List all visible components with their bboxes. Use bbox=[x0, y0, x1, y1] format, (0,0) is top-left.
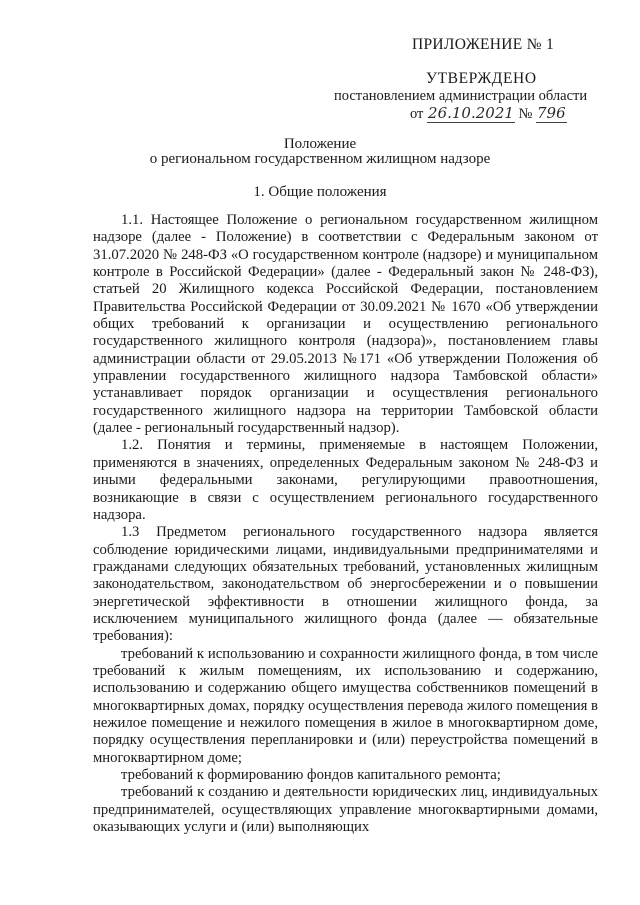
paragraph-1-2: 1.2. Понятия и термины, применяемые в настоящем Положении, применяются в значениях, определенных Федеральным законом № 248-ФЗ и иными федеральными законами, регулирующими правоотношения, возникающие в связи с осуществлением регионального государственного надзора. bbox=[93, 437, 598, 523]
document-body bbox=[93, 212, 598, 836]
requirement-item: требований к формированию фондов капитального ремонта; bbox=[121, 767, 501, 783]
decree-line: постановлением администрации области bbox=[334, 88, 588, 104]
paragraph-1-1: 1.1. Настоящее Положение о региональном государственном жилищном надзоре (далее - Положение) в соответствии с Федеральным законом от 31.07.2020 № 248-ФЗ «О государственном контроле (надзоре) и муниципальном контроле в Российской Федерации» (далее - Федеральный закон № 248-ФЗ), статьей 20 Жилищного кодекса Российской Федерации, постановлением Правительства Российской Федерации от 30.09.2021 № 1670 «Об утверждении общих требований к организации и осуществлению регионального государственного жилищного контроля (надзора)», постановлением главы администрации области от 29.05.2013 №171 «Об утверждении Положения об управлении государственного жилищного надзора Тамбовской области» устанавливает порядок организации и осуществления регионального государственного жилищного надзора на территории Тамбовской области (далее - региональный государственный надзор). bbox=[93, 212, 598, 437]
document-title: Положение bbox=[283, 136, 357, 152]
appendix-label: ПРИЛОЖЕНИЕ № 1 bbox=[412, 36, 555, 53]
number-label: № bbox=[518, 106, 533, 122]
approved-stamp-text: УТВЕРЖДЕНО bbox=[426, 70, 537, 87]
requirement-item: требований к созданию и деятельности юридических лиц, индивидуальных предпринимателей, осуществляющих управление многоквартирными домами, оказывающих услуги и (или) выполняющих bbox=[93, 784, 598, 836]
section-heading: 1. Общие положения bbox=[253, 184, 387, 200]
handwritten-date: 26.10.2021 bbox=[428, 104, 514, 122]
requirement-item: требований к использованию и сохранности жилищного фонда, в том числе требований к жилым помещениям, их использованию и содержанию, использованию и содержанию общего имущества собственников помещений в многоквартирных домах, порядку осуществления перевода жилого помещения в нежилое помещение и нежилого помещения в жилое в многоквартирном доме, порядку осуществления перепланировки и (или) переустройства помещений в многоквартирном доме; bbox=[93, 645, 598, 766]
decree-date-number bbox=[410, 104, 567, 123]
document-subtitle: о региональном государственном жилищном надзоре bbox=[149, 151, 491, 167]
paragraph-1-3: 1.3 Предметом регионального государственного надзора является соблюдение юридическими лицами, индивидуальными предпринимателями и гражданами следующих обязательных требований, установленных жилищным законодательством, законодательством об энергосбережении и о повышении энергетической эффективности в отношении жилищного фонда, за исключением муниципального жилищного фонда (далее — обязательные требования): bbox=[93, 524, 598, 645]
handwritten-number: 796 bbox=[537, 104, 566, 122]
from-label: от bbox=[410, 106, 424, 122]
